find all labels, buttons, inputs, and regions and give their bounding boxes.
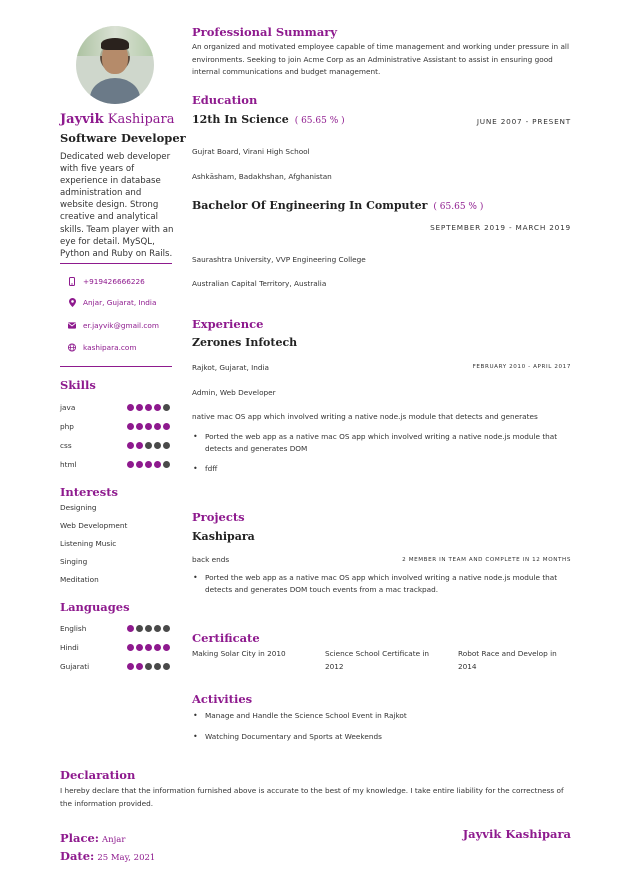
summary-heading: Professional Summary: [192, 25, 338, 39]
rating-dot-filled: [136, 644, 143, 651]
education-percent: ( 65.65 % ): [433, 202, 484, 212]
footer-date: [60, 845, 155, 864]
rating-dot-filled: [136, 423, 143, 430]
contact-email[interactable]: [68, 321, 159, 330]
contact-website[interactable]: [68, 343, 137, 352]
address-text: Anjar, Gujarat, India: [83, 298, 157, 307]
rating-dot-filled: [136, 663, 143, 670]
rating-dot-filled: [136, 442, 143, 449]
contact-phone[interactable]: [68, 277, 145, 286]
rating-dot-filled: [127, 625, 134, 632]
date-value: 25 May, 2021: [97, 853, 156, 863]
rating-dots: [127, 644, 170, 651]
language-row-label: Gujarati: [60, 661, 90, 671]
rating-dots: [127, 442, 170, 449]
profile-name: [60, 112, 175, 127]
education-title: [192, 113, 345, 126]
language-row: [60, 642, 170, 652]
profile-role: Software Developer: [60, 131, 186, 145]
experience-company: Zerones Infotech: [192, 336, 298, 349]
interests-heading: Interests: [60, 485, 119, 499]
activity-item: • Watching Documentary and Sports at Weekends: [192, 731, 577, 743]
interest-item: Listening Music: [60, 539, 117, 548]
rating-dot-empty: [154, 625, 161, 632]
rating-dots: [127, 423, 170, 430]
last-name: Kashipara: [107, 112, 175, 127]
place-label: Place:: [60, 831, 100, 845]
interest-item: Web Development: [60, 521, 128, 530]
globe-icon: [68, 343, 76, 352]
profile-about: Dedicated web developer with five years of experience in database administration and website design. Strong creative and analytical skills. Team player with an eye for detail. MySQL, Python and Ruby on Rails.: [60, 152, 174, 259]
skill-row-label: html: [60, 459, 77, 469]
rating-dots: [127, 461, 170, 468]
project-bullet: • Ported the web app as a native mac OS app which involved writing a native node.js module that detects and generates DOM touch events from a mac trackpad.: [192, 572, 577, 596]
website-text: kashipara.com: [83, 343, 137, 352]
project-meta: 2 MEMBER IN TEAM AND COMPLETE IN 12 MONTHS: [402, 557, 571, 563]
experience-description: native mac OS app which involved writing a native node.js module that detects and generates: [192, 412, 538, 421]
rating-dot-empty: [154, 442, 161, 449]
rating-dots: [127, 663, 170, 670]
certificate-item: Science School Certificate in 2012: [325, 649, 430, 671]
interest-item: Singing: [60, 557, 88, 566]
rating-dot-empty: [163, 442, 170, 449]
signature-name: Jayvik Kashipara: [462, 827, 571, 841]
education-location: Australian Capital Territory, Australia: [192, 279, 327, 288]
rating-dots: [127, 625, 170, 632]
education-title: [192, 199, 483, 212]
experience-date: FEBRUARY 2010 - APRIL 2017: [472, 364, 571, 370]
rating-dot-empty: [163, 625, 170, 632]
summary-text: An organized and motivated employee capable of time management and working under pressure in all environments. Seeking to join Acme Corp as an Administrative Assistant to assist in ensuring good internal communications and budget management.: [192, 42, 569, 76]
contact-address: [68, 298, 156, 307]
projects-heading: Projects: [192, 510, 245, 524]
interest-item: Meditation: [60, 575, 99, 584]
languages-heading: Languages: [60, 600, 130, 614]
phone-icon: [68, 277, 76, 286]
rating-dot-filled: [145, 404, 152, 411]
rating-dot-filled: [127, 423, 134, 430]
rating-dot-filled: [136, 461, 143, 468]
rating-dot-empty: [163, 404, 170, 411]
language-row-label: Hindi: [60, 642, 79, 652]
rating-dot-filled: [154, 644, 161, 651]
skill-row: [60, 440, 170, 450]
rating-dot-filled: [127, 644, 134, 651]
rating-dot-filled: [136, 404, 143, 411]
rating-dot-filled: [163, 423, 170, 430]
rating-dot-filled: [145, 423, 152, 430]
language-row: [60, 661, 170, 671]
divider: [60, 366, 172, 367]
skill-row: [60, 421, 170, 431]
footer-place: [60, 827, 125, 846]
profile-photo: [76, 26, 154, 104]
education-percent: ( 65.65 % ): [294, 116, 345, 126]
rating-dot-filled: [127, 442, 134, 449]
education-degree: Bachelor Of Engineering In Computer: [192, 199, 428, 212]
language-row: [60, 623, 170, 633]
rating-dot-filled: [163, 644, 170, 651]
rating-dot-empty: [163, 663, 170, 670]
activities-heading: Activities: [192, 692, 253, 706]
certificate-heading: Certificate: [192, 631, 260, 645]
rating-dot-filled: [145, 461, 152, 468]
email-text: er.jayvik@gmail.com: [83, 321, 159, 330]
interest-item: Designing: [60, 503, 97, 512]
rating-dot-filled: [145, 644, 152, 651]
phone-text: +919426666226: [83, 277, 145, 286]
rating-dot-filled: [154, 461, 161, 468]
experience-heading: Experience: [192, 317, 264, 331]
skill-row-label: css: [60, 440, 72, 450]
declaration-text: I hereby declare that the information furnished above is accurate to the best of my knowledge. I take entire liability for the correctness of the information provided.: [60, 786, 564, 808]
rating-dot-empty: [154, 663, 161, 670]
rating-dot-empty: [145, 442, 152, 449]
skill-row: [60, 459, 170, 469]
date-label: Date:: [60, 849, 95, 863]
education-date: SEPTEMBER 2019 - MARCH 2019: [430, 223, 571, 232]
rating-dots: [127, 404, 170, 411]
experience-bullet: • Ported the web app as a native mac OS app which involved writing a native node.js module that detects and generates DOM: [192, 431, 577, 455]
education-degree: 12th In Science: [192, 113, 289, 126]
skill-row: [60, 402, 170, 412]
rating-dot-empty: [145, 625, 152, 632]
education-heading: Education: [192, 93, 258, 107]
education-institute: Saurashtra University, VVP Engineering College: [192, 255, 366, 264]
project-type: back ends: [192, 555, 230, 564]
rating-dot-filled: [154, 404, 161, 411]
experience-bullet: • fdff: [192, 463, 577, 475]
project-name: Kashipara: [192, 530, 255, 543]
rating-dot-filled: [154, 423, 161, 430]
skill-row-label: java: [60, 402, 76, 412]
rating-dot-empty: [163, 461, 170, 468]
experience-location: Rajkot, Gujarat, India: [192, 363, 269, 372]
education-date: JUNE 2007 - PRESENT: [476, 117, 571, 126]
skills-heading: Skills: [60, 378, 96, 392]
education-institute: Gujrat Board, Virani High School: [192, 147, 310, 156]
rating-dot-filled: [127, 461, 134, 468]
activity-item: • Manage and Handle the Science School Event in Rajkot: [192, 710, 577, 722]
place-value: Anjar: [102, 835, 126, 845]
divider: [60, 263, 172, 264]
declaration-heading: Declaration: [60, 768, 136, 782]
certificate-item: Robot Race and Develop in 2014: [458, 649, 557, 671]
language-row-label: English: [60, 623, 87, 633]
envelope-icon: [68, 322, 76, 329]
certificate-item: Making Solar City in 2010: [192, 649, 286, 658]
skill-row-label: php: [60, 421, 74, 431]
rating-dot-filled: [127, 663, 134, 670]
rating-dot-filled: [127, 404, 134, 411]
rating-dot-empty: [145, 663, 152, 670]
education-location: Ashkāsham, Badakhshan, Afghanistan: [192, 172, 332, 181]
rating-dot-empty: [136, 625, 143, 632]
first-name: Jayvik: [60, 112, 104, 127]
location-pin-icon: [68, 298, 76, 307]
experience-position: Admin, Web Developer: [192, 388, 276, 397]
